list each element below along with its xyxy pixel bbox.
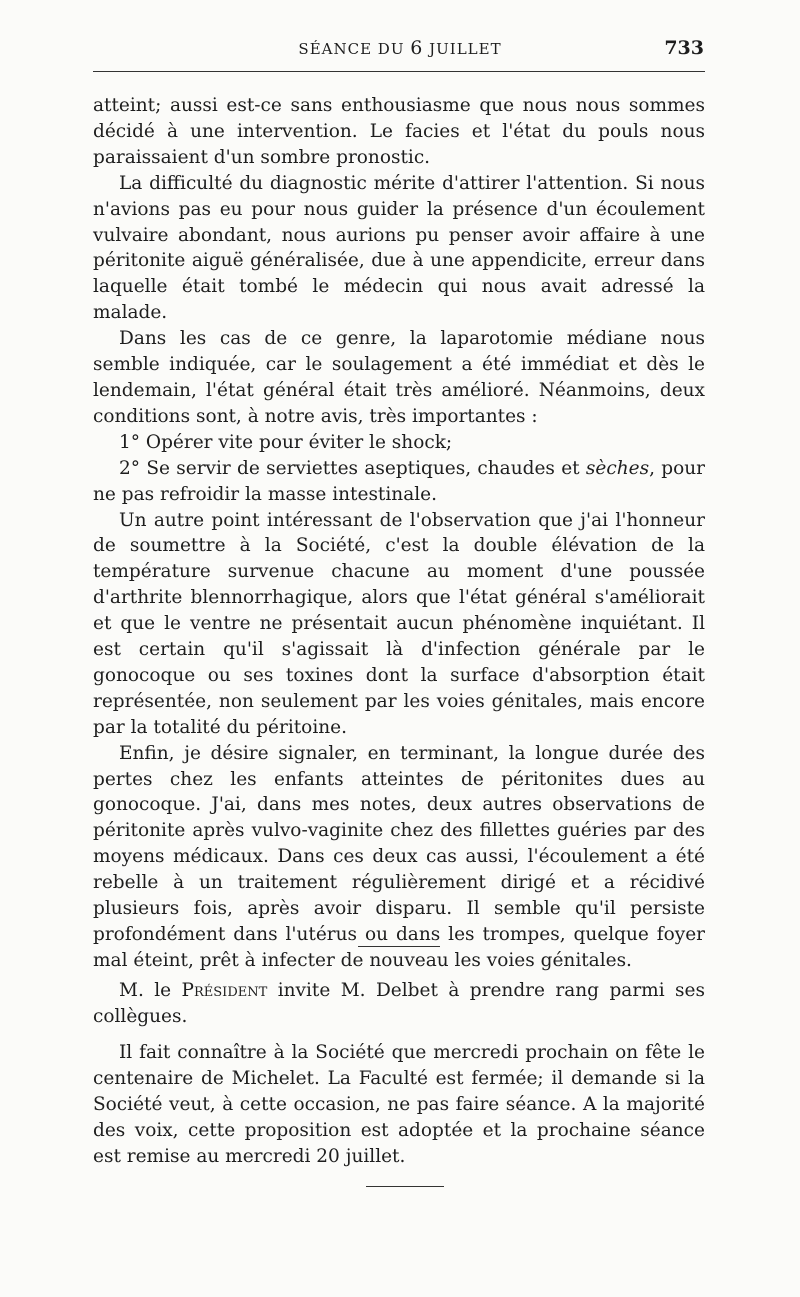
emphasis-word: sèches [585,457,650,479]
president-note: M. le Président invite M. Delbet à prendre rang parmi ses collègues. [93,980,705,1027]
section-separator-2 [366,1186,444,1187]
running-title: SÉANCE DU 6 JUILLET [298,37,502,59]
president-title: Président [181,980,268,1001]
section-separator-1 [358,946,440,947]
paragraph-3: Dans les cas de ce genre, la laparotomie médiane nous semble indiquée, car le soulagement a été immédiat et dès le lendemain, l'état général était très amélioré. Néanmoins, deux conditions sont, à notre avis, très importantes : [93,328,705,427]
paragraph-6: Un autre point intéressant de l'observation que j'ai l'honneur de soumettre à la Société, c'est la double élévation de la température survenue chacune au moment d'une poussée d'arthrite blennorrhagique, alors que l'état général s'améliorait et que le ventre ne présentait aucun phénomène inquiétant. Il est certain qu'il s'agissait là d'infection générale par le gonocoque ou ses toxines dont la surface d'absorption était représentée, non seulement par les voies génitales, mais encore par la totalité du péritoine. [93,509,705,738]
paragraph-2: La difficulté du diagnostic mérite d'attirer l'attention. Si nous n'avions pas eu pour nous guider la présence d'un écoulement vulvaire abondant, nous aurions pu penser avoir affaire à une péritonite aiguë généralisée, due à une appendicite, erreur dans laquelle était tombé le médecin qui nous avait adressé la malade. [93,172,705,324]
header-rule [93,71,705,72]
page-number: 733 [664,37,704,59]
paragraph-1: atteint; aussi est-ce sans enthousiasme que nous nous sommes décidé à une intervention. Le facies et l'état du pouls nous paraissaient d'un sombre pronostic. [93,95,705,168]
body-text [93,93,705,974]
paragraph-7: Enfin, je désire signaler, en terminant, la longue durée des pertes chez les enfants atteintes de péritonites dues au gonocoque. J'ai, dans mes notes, deux autres observations de péritonite après vulvo-vaginite chez des fillettes guéries par des moyens médicaux. Dans ces deux cas aussi, l'écoulement a été rebelle à un traitement régulièrement dirigé et a récidivé plusieurs fois, après avoir disparu. Il semble qu'il persiste profondément dans l'utérus ou dans les trompes, quelque foyer mal éteint, prêt à infecter de nouveau les voies génitales. [93,742,705,971]
paragraph-5: 2° Se servir de serviettes aseptiques, chaudes et sèches, pour ne pas refroidir la masse intestinale. [93,457,705,505]
running-head [93,36,707,60]
closing-paragraph: Il fait connaître à la Société que mercredi prochain on fête le centenaire de Michelet. La Faculté est fermée; il demande si la Société veut, à cette occasion, ne pas faire séance. A la majorité des voix, cette proposition est adoptée et la prochaine séance est remise au mercredi 20 juillet. [93,1042,705,1167]
paragraph-4: 1° Opérer vite pour éviter le shock; [119,431,453,453]
